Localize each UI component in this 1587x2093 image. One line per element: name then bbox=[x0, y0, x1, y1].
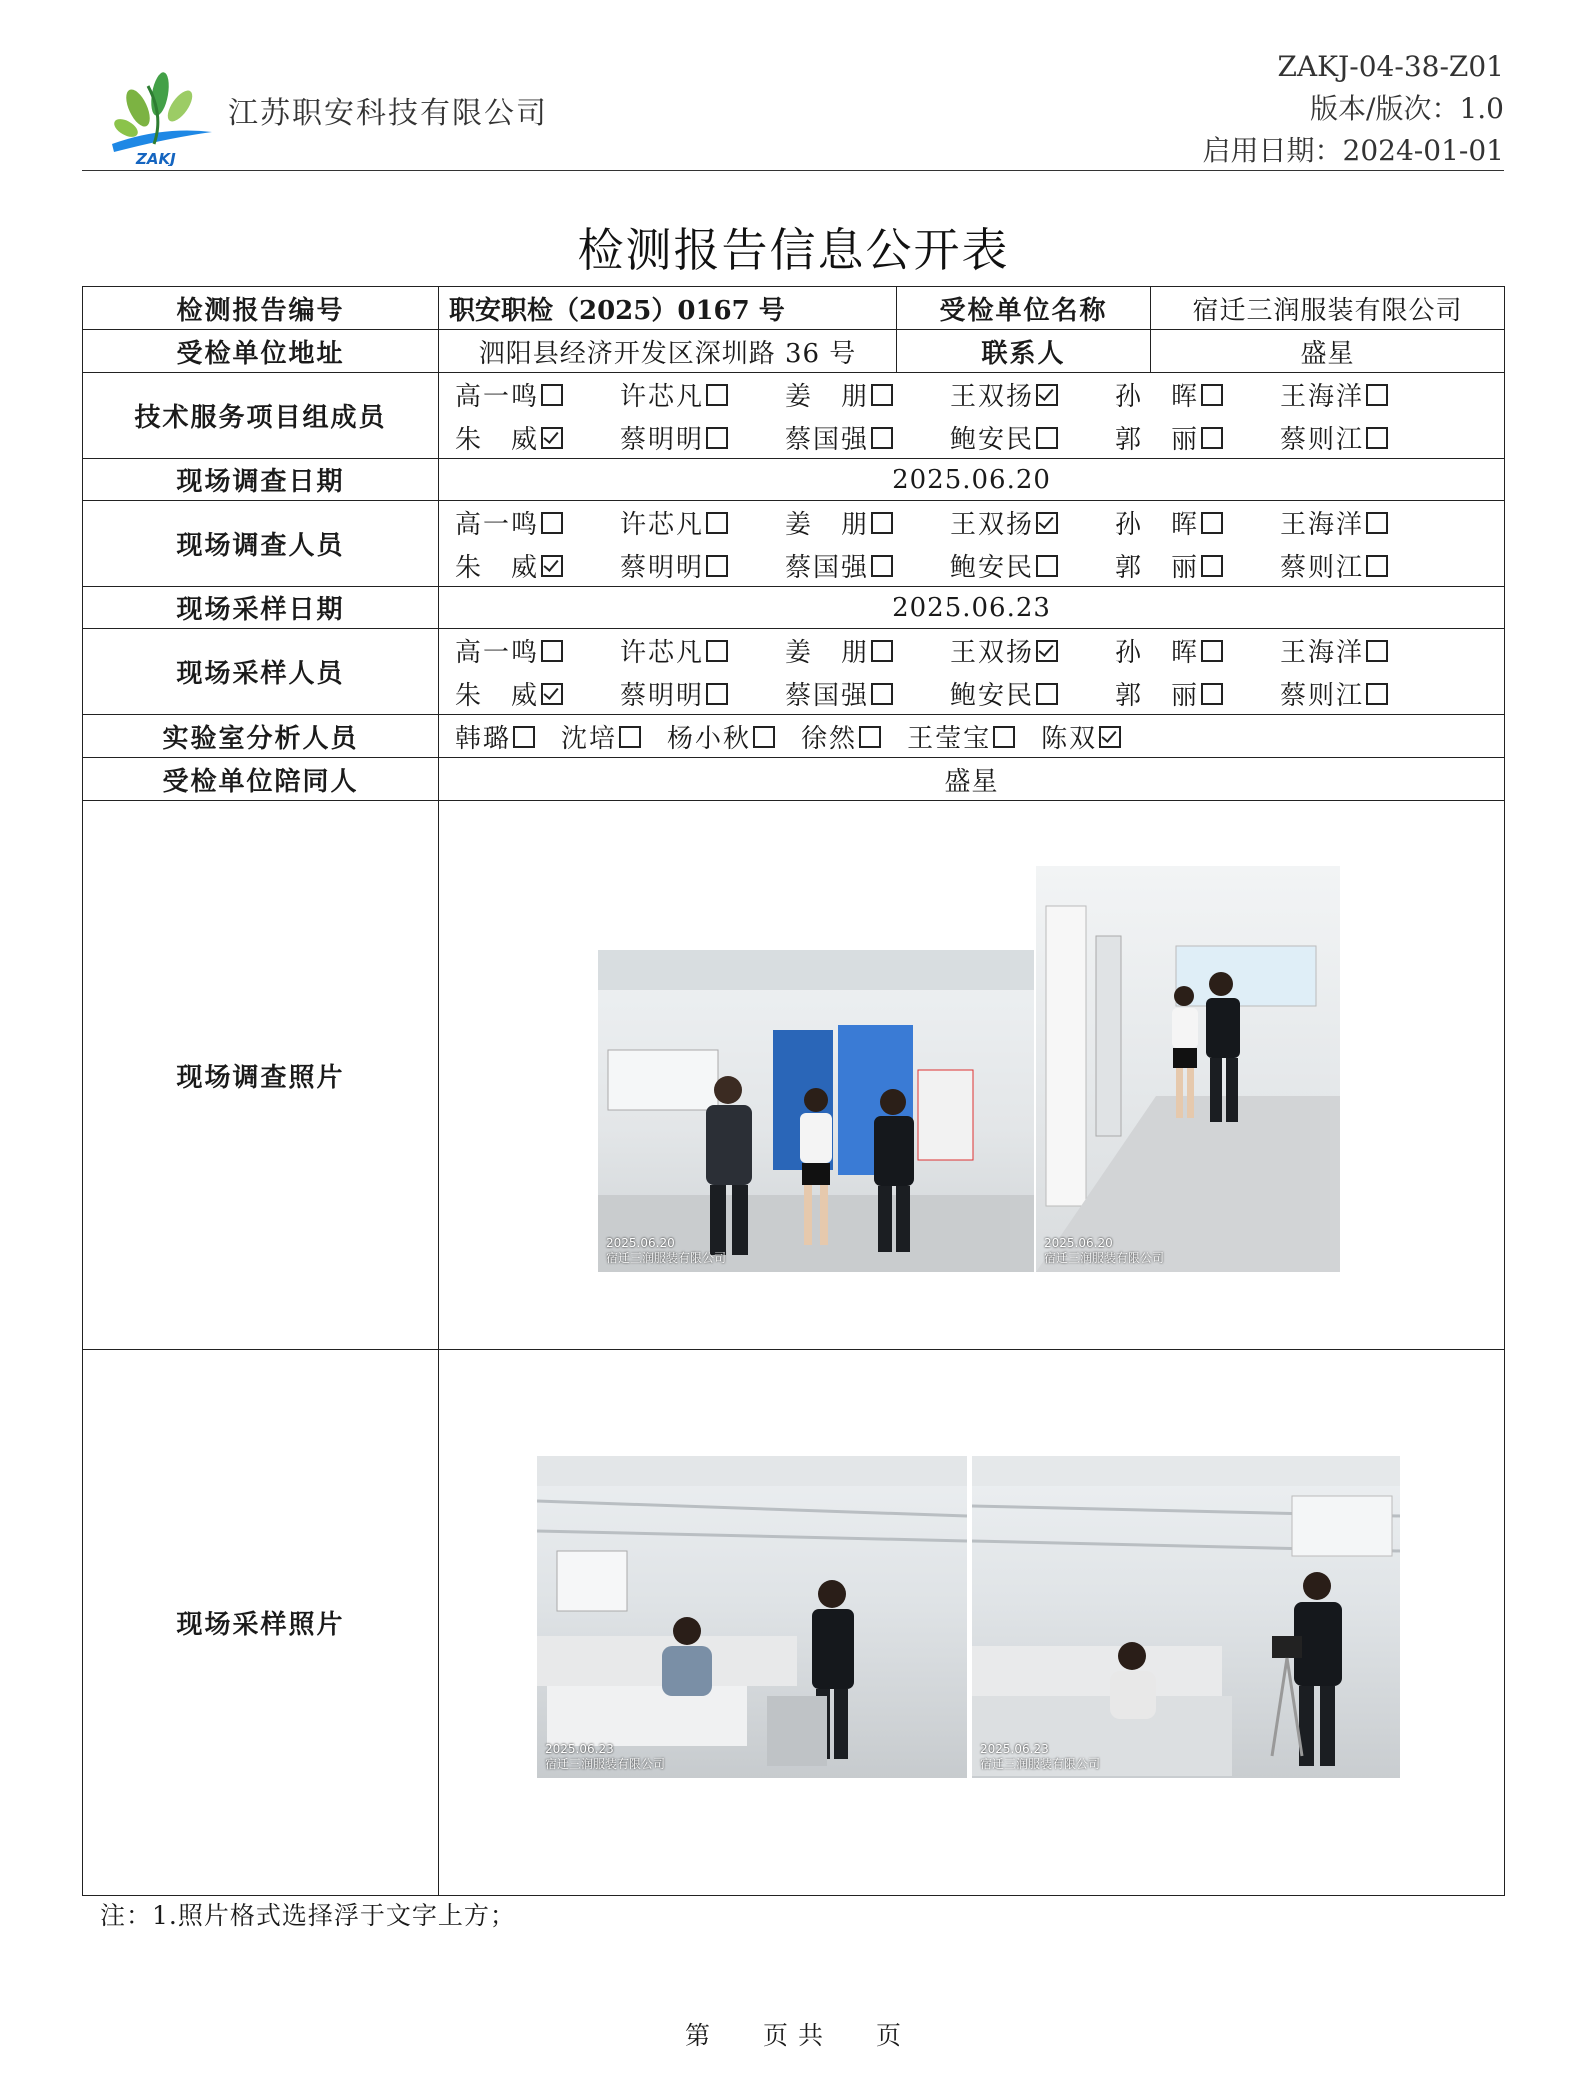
person-item bbox=[455, 376, 620, 413]
lab-person-item bbox=[455, 718, 535, 755]
person-name: 王海洋 bbox=[1280, 509, 1365, 540]
page-title: 检测报告信息公开表 bbox=[577, 223, 1010, 277]
survey-staff-list bbox=[449, 504, 1494, 584]
checked-box-icon[interactable] bbox=[1099, 726, 1121, 748]
survey-staff-label: 现场调查人员 bbox=[83, 501, 439, 587]
person-item bbox=[785, 632, 950, 669]
person-item bbox=[455, 547, 620, 584]
unchecked-box-icon[interactable] bbox=[1201, 512, 1223, 534]
doc-meta bbox=[1203, 46, 1504, 172]
person-name: 姜 朋 bbox=[785, 381, 870, 412]
sampling-date-value: 2025.06.23 bbox=[439, 587, 1505, 629]
unchecked-box-icon[interactable] bbox=[1201, 427, 1223, 449]
lab-cell bbox=[439, 715, 1505, 758]
person-item bbox=[785, 376, 950, 413]
members-label: 技术服务项目组成员 bbox=[83, 373, 439, 459]
unchecked-box-icon[interactable] bbox=[541, 512, 563, 534]
unchecked-box-icon[interactable] bbox=[753, 726, 775, 748]
person-item bbox=[950, 675, 1115, 712]
person-item bbox=[1280, 419, 1445, 456]
unchecked-box-icon[interactable] bbox=[871, 384, 893, 406]
person-name: 孙 晖 bbox=[1115, 637, 1200, 668]
lab-person-item bbox=[667, 718, 775, 755]
person-name: 许芯凡 bbox=[620, 509, 705, 540]
person-item bbox=[1115, 376, 1280, 413]
unit-name-label: 受检单位名称 bbox=[897, 287, 1151, 330]
person-name: 孙 晖 bbox=[1115, 381, 1200, 412]
person-item bbox=[785, 504, 950, 541]
person-name: 蔡国强 bbox=[785, 424, 870, 455]
lab-person-item bbox=[907, 718, 1015, 755]
person-name: 徐然 bbox=[801, 723, 858, 754]
unchecked-box-icon[interactable] bbox=[1366, 555, 1388, 577]
unchecked-box-icon[interactable] bbox=[619, 726, 641, 748]
unchecked-box-icon[interactable] bbox=[1036, 427, 1058, 449]
person-name: 蔡则江 bbox=[1280, 552, 1365, 583]
doc-version: 版本/版次：1.0 bbox=[1310, 92, 1504, 125]
person-item bbox=[950, 419, 1115, 456]
checked-box-icon[interactable] bbox=[541, 427, 563, 449]
unchecked-box-icon[interactable] bbox=[1201, 683, 1223, 705]
person-item bbox=[455, 675, 620, 712]
person-name: 姜 朋 bbox=[785, 637, 870, 668]
checked-box-icon[interactable] bbox=[541, 683, 563, 705]
checked-box-icon[interactable] bbox=[1036, 384, 1058, 406]
lab-person-item bbox=[801, 718, 881, 755]
person-item bbox=[950, 504, 1115, 541]
survey-photo-1: 2025.06.20 宿迁三润服装有限公司 bbox=[598, 950, 1034, 1272]
person-item bbox=[620, 376, 785, 413]
person-name: 蔡国强 bbox=[785, 552, 870, 583]
person-name: 王双扬 bbox=[950, 381, 1035, 412]
doc-effective-date: 启用日期：2024-01-01 bbox=[1202, 134, 1504, 167]
person-name: 朱 威 bbox=[455, 424, 540, 455]
report-no-label: 检测报告编号 bbox=[83, 287, 439, 330]
unchecked-box-icon[interactable] bbox=[871, 640, 893, 662]
person-name: 杨小秋 bbox=[667, 723, 752, 754]
sampling-staff-label: 现场采样人员 bbox=[83, 629, 439, 715]
person-item bbox=[620, 632, 785, 669]
person-name: 朱 威 bbox=[455, 680, 540, 711]
sampling-staff-list bbox=[449, 632, 1494, 712]
person-item bbox=[785, 675, 950, 712]
checked-box-icon[interactable] bbox=[541, 555, 563, 577]
person-item bbox=[950, 376, 1115, 413]
unchecked-box-icon[interactable] bbox=[1201, 384, 1223, 406]
checked-box-icon[interactable] bbox=[1036, 640, 1058, 662]
person-name: 郭 丽 bbox=[1115, 680, 1200, 711]
unchecked-box-icon[interactable] bbox=[993, 726, 1015, 748]
person-name: 蔡明明 bbox=[620, 552, 705, 583]
page-header bbox=[82, 38, 1504, 170]
lab-label: 实验室分析人员 bbox=[83, 715, 439, 758]
person-item bbox=[1280, 504, 1445, 541]
report-no-value: 职安职检（2025）0167 号 bbox=[439, 287, 897, 330]
members-cell bbox=[439, 373, 1505, 459]
person-name: 高一鸣 bbox=[455, 509, 540, 540]
person-name: 韩璐 bbox=[455, 723, 512, 754]
members-list bbox=[449, 376, 1494, 456]
contact-value: 盛星 bbox=[1151, 330, 1505, 373]
survey-photo-2: 2025.06.20 宿迁三润服装有限公司 bbox=[1036, 866, 1340, 1272]
lab-staff-list bbox=[449, 718, 1494, 755]
sampling-date-label: 现场采样日期 bbox=[83, 587, 439, 629]
survey-photos-label: 现场调查照片 bbox=[83, 801, 439, 1350]
person-item bbox=[1115, 632, 1280, 669]
svg-text:ZAKJ: ZAKJ bbox=[136, 150, 176, 166]
escort-value: 盛星 bbox=[439, 758, 1505, 801]
sampling-photos-label: 现场采样照片 bbox=[83, 1350, 439, 1896]
person-item bbox=[950, 547, 1115, 584]
person-item bbox=[1115, 419, 1280, 456]
person-name: 鲍安民 bbox=[950, 552, 1035, 583]
person-name: 沈培 bbox=[561, 723, 618, 754]
page-footer: 第 页 共 页 bbox=[685, 2021, 902, 2050]
person-item bbox=[1280, 632, 1445, 669]
checked-box-icon[interactable] bbox=[1036, 512, 1058, 534]
unchecked-box-icon[interactable] bbox=[1366, 384, 1388, 406]
address-label: 受检单位地址 bbox=[83, 330, 439, 373]
survey-staff-cell bbox=[439, 501, 1505, 587]
person-item bbox=[455, 632, 620, 669]
person-name: 姜 朋 bbox=[785, 509, 870, 540]
person-name: 王海洋 bbox=[1280, 381, 1365, 412]
person-item bbox=[785, 419, 950, 456]
unchecked-box-icon[interactable] bbox=[871, 427, 893, 449]
lab-person-item bbox=[1041, 718, 1121, 755]
unchecked-box-icon[interactable] bbox=[1366, 427, 1388, 449]
person-item bbox=[1115, 504, 1280, 541]
header-divider bbox=[82, 170, 1504, 171]
unchecked-box-icon[interactable] bbox=[1366, 640, 1388, 662]
unchecked-box-icon[interactable] bbox=[1036, 555, 1058, 577]
person-name: 鲍安民 bbox=[950, 424, 1035, 455]
person-name: 郭 丽 bbox=[1115, 424, 1200, 455]
doc-code: ZAKJ-04-38-Z01 bbox=[1277, 50, 1504, 83]
unchecked-box-icon[interactable] bbox=[1201, 640, 1223, 662]
sampling-photo-1: 2025.06.23 宿迁三润服装有限公司 bbox=[537, 1456, 967, 1778]
company-logo bbox=[108, 66, 216, 166]
unchecked-box-icon[interactable] bbox=[1201, 555, 1223, 577]
person-name: 蔡明明 bbox=[620, 680, 705, 711]
unchecked-box-icon[interactable] bbox=[541, 640, 563, 662]
unchecked-box-icon[interactable] bbox=[859, 726, 881, 748]
company-name: 江苏职安科技有限公司 bbox=[228, 96, 548, 131]
contact-label: 联系人 bbox=[897, 330, 1151, 373]
footnote: 注：1.照片格式选择浮于文字上方； bbox=[100, 1901, 516, 1930]
unchecked-box-icon[interactable] bbox=[1036, 683, 1058, 705]
sampling-staff-cell bbox=[439, 629, 1505, 715]
person-name: 高一鸣 bbox=[455, 381, 540, 412]
person-item bbox=[455, 504, 620, 541]
person-item bbox=[620, 675, 785, 712]
person-item bbox=[1280, 376, 1445, 413]
person-item bbox=[620, 419, 785, 456]
person-name: 郭 丽 bbox=[1115, 552, 1200, 583]
unchecked-box-icon[interactable] bbox=[706, 683, 728, 705]
unchecked-box-icon[interactable] bbox=[871, 683, 893, 705]
person-name: 王双扬 bbox=[950, 637, 1035, 668]
person-name: 蔡国强 bbox=[785, 680, 870, 711]
unchecked-box-icon[interactable] bbox=[706, 555, 728, 577]
person-item bbox=[1115, 675, 1280, 712]
person-item bbox=[620, 504, 785, 541]
person-name: 王莹宝 bbox=[907, 723, 992, 754]
person-name: 蔡则江 bbox=[1280, 680, 1365, 711]
unchecked-box-icon[interactable] bbox=[871, 555, 893, 577]
unchecked-box-icon[interactable] bbox=[1366, 683, 1388, 705]
person-name: 朱 威 bbox=[455, 552, 540, 583]
person-name: 高一鸣 bbox=[455, 637, 540, 668]
unchecked-box-icon[interactable] bbox=[706, 640, 728, 662]
person-name: 蔡则江 bbox=[1280, 424, 1365, 455]
unchecked-box-icon[interactable] bbox=[1366, 512, 1388, 534]
person-name: 鲍安民 bbox=[950, 680, 1035, 711]
escort-label: 受检单位陪同人 bbox=[83, 758, 439, 801]
unchecked-box-icon[interactable] bbox=[706, 384, 728, 406]
person-item bbox=[785, 547, 950, 584]
person-item bbox=[1280, 675, 1445, 712]
person-name: 陈双 bbox=[1041, 723, 1098, 754]
person-item bbox=[950, 632, 1115, 669]
person-item bbox=[455, 419, 620, 456]
unchecked-box-icon[interactable] bbox=[706, 427, 728, 449]
survey-date-value: 2025.06.20 bbox=[439, 459, 1505, 501]
lab-person-item bbox=[561, 718, 641, 755]
sampling-photo-2: 2025.06.23 宿迁三润服装有限公司 bbox=[972, 1456, 1400, 1778]
unchecked-box-icon[interactable] bbox=[541, 384, 563, 406]
person-name: 许芯凡 bbox=[620, 381, 705, 412]
person-name: 许芯凡 bbox=[620, 637, 705, 668]
person-item bbox=[1115, 547, 1280, 584]
person-item bbox=[1280, 547, 1445, 584]
person-item bbox=[620, 547, 785, 584]
unchecked-box-icon[interactable] bbox=[706, 512, 728, 534]
person-name: 王海洋 bbox=[1280, 637, 1365, 668]
survey-date-label: 现场调查日期 bbox=[83, 459, 439, 501]
unchecked-box-icon[interactable] bbox=[871, 512, 893, 534]
unchecked-box-icon[interactable] bbox=[513, 726, 535, 748]
unit-name-value: 宿迁三润服装有限公司 bbox=[1151, 287, 1505, 330]
person-name: 王双扬 bbox=[950, 509, 1035, 540]
person-name: 蔡明明 bbox=[620, 424, 705, 455]
address-value: 泗阳县经济开发区深圳路 36 号 bbox=[439, 330, 897, 373]
person-name: 孙 晖 bbox=[1115, 509, 1200, 540]
